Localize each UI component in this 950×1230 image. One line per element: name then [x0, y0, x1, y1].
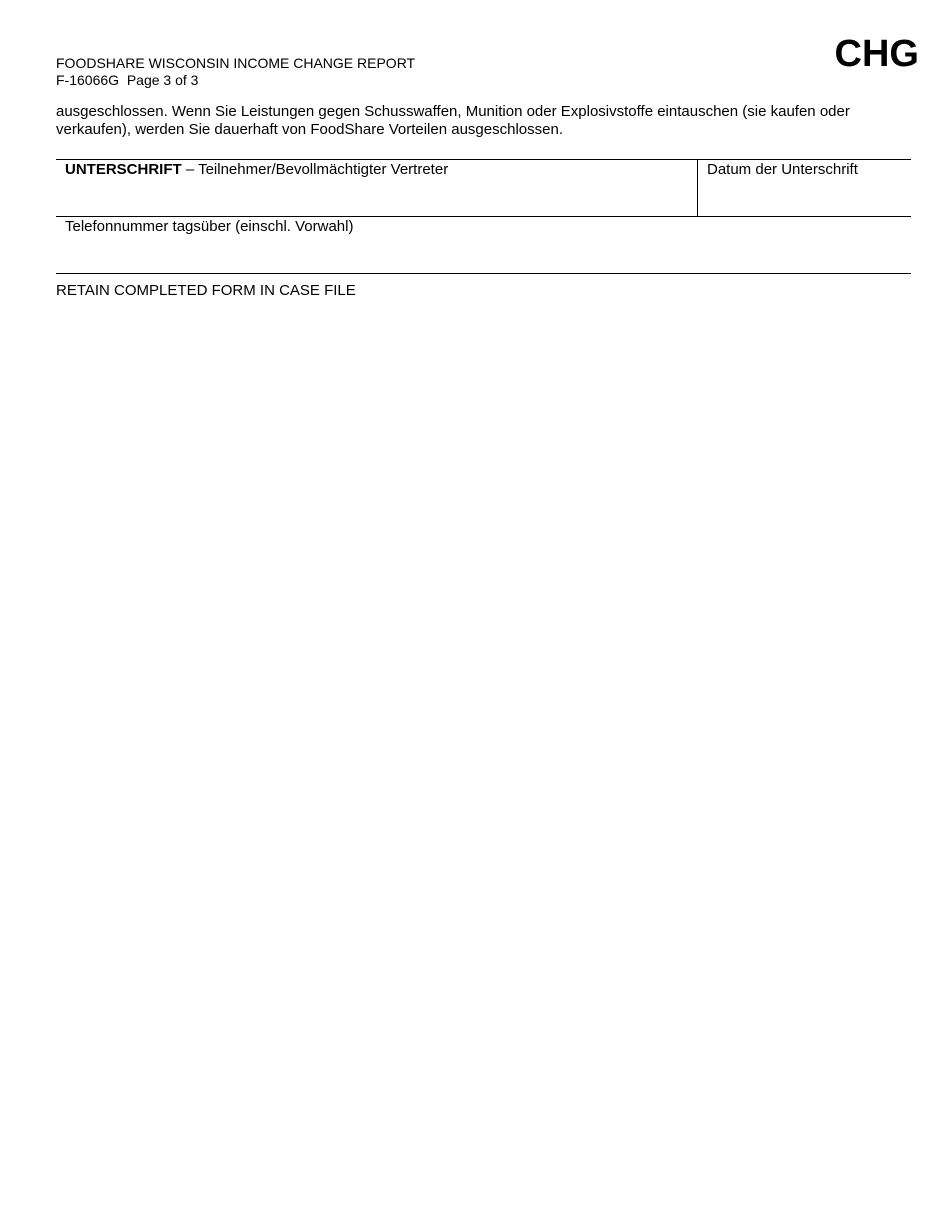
signature-label-rest: – Teilnehmer/Bevollmächtigter Vertreter: [181, 161, 449, 178]
signature-table: [56, 159, 911, 274]
signature-date-field[interactable]: [698, 160, 911, 216]
body-paragraph: ausgeschlossen. Wenn Sie Leistungen gegen Schusswaffen, Munition oder Explosivstoffe eintauschen (sie kaufen oder verkaufen), werden Sie dauerhaft von FoodShare Vorteilen ausgeschlossen.: [56, 103, 850, 138]
signature-row: [56, 160, 911, 217]
retain-note: RETAIN COMPLETED FORM IN CASE FILE: [56, 282, 356, 299]
signature-label-bold: UNTERSCHRIFT: [65, 161, 182, 178]
daytime-phone-field[interactable]: [56, 217, 911, 273]
signature-field[interactable]: [56, 160, 698, 216]
signature-date-label: Datum der Unterschrift: [707, 161, 858, 178]
signature-label: [65, 161, 448, 179]
form-title: FOODSHARE WISCONSIN INCOME CHANGE REPORT: [56, 55, 416, 71]
form-number-page: F-16066G Page 3 of 3: [56, 72, 199, 88]
daytime-phone-label: Telefonnummer tagsüber (einschl. Vorwahl): [65, 218, 354, 235]
corner-code: CHG: [834, 33, 919, 75]
